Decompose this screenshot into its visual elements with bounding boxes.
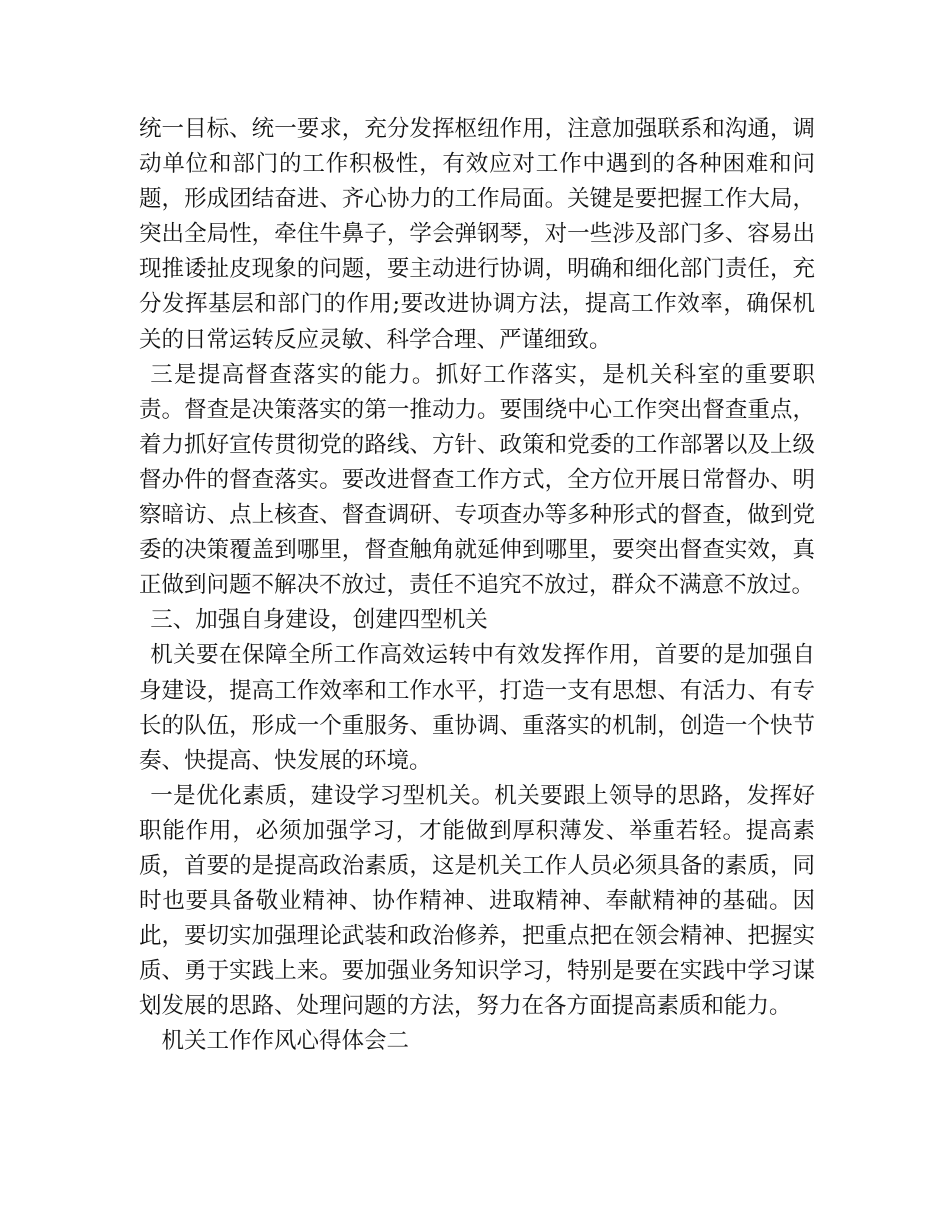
document-subtitle: 机关工作作风心得体会二 (161, 1028, 410, 1055)
section-heading-self-building: 三、加强自身建设，创建四型机关 (150, 607, 488, 634)
paragraph-learning-organization: 一是优化素质，建设学习型机关。机关要跟上领导的思路，发挥好职能作用，必须加强学习，才能做到厚积薄发、举重若轻。提高素质，首要的是提高政治素质，这是机关工作人员必须具备的素质，同时也要具备敬业精神、协作精神、进取精神、奉献精神的基础。因此，要切实加强理论武装和政治修养，把重点把在领会精神、把握实质、勇于实践上来。要加强业务知识学习，特别是要在实践中学习谋划发展的思路、处理问题的方法，努力在各方面提高素质和能力。 (139, 782, 815, 1020)
paragraph-supervision: 三是提高督查落实的能力。抓好工作落实，是机关科室的重要职责。督查是决策落实的第一推动力。要围绕中心工作突出督查重点，着力抓好宣传贯彻党的路线、方针、政策和党委的工作部署以及上级督办件的督查落实。要改进督查工作方式，全方位开展日常督办、明察暗访、点上核查、督查调研、专项查办等多种形式的督查，做到党委的决策覆盖到哪里，督查触角就延伸到哪里，要突出督查实效，真正做到问题不解决不放过，责任不追究不放过，群众不满意不放过。 (139, 361, 815, 599)
document-body (139, 112, 815, 1060)
paragraph-self-building: 机关要在保障全所工作高效运转中有效发挥作用，首要的是加强自身建设，提高工作效率和工作水平，打造一支有思想、有活力、有专长的队伍，形成一个重服务、重协调、重落实的机制，创造一个快节奏、快提高、快发展的环境。 (139, 642, 815, 774)
paragraph-coordination: 统一目标、统一要求，充分发挥枢纽作用，注意加强联系和沟通，调动单位和部门的工作积极性，有效应对工作中遇到的各种困难和问题，形成团结奋进、齐心协力的工作局面。关键是要把握工作大局，突出全局性，牵住牛鼻子，学会弹钢琴，对一些涉及部门多、容易出现推诿扯皮现象的问题，要主动进行协调，明确和细化部门责任，充分发挥基层和部门的作用;要改进协调方法，提高工作效率，确保机关的日常运转反应灵敏、科学合理、严谨细致。 (139, 116, 815, 353)
